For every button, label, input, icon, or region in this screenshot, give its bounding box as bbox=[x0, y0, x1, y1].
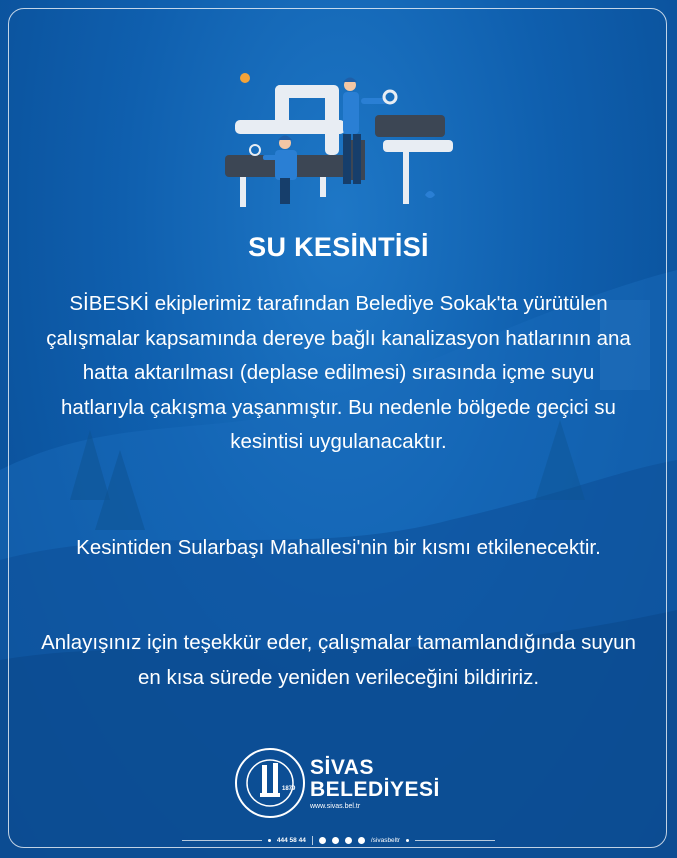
page-title: SU KESİNTİSİ bbox=[248, 232, 429, 262]
footer-divider-right bbox=[415, 840, 495, 841]
footer-divider-left bbox=[182, 840, 262, 841]
contact-footer bbox=[0, 832, 677, 848]
svg-text:1879: 1879 bbox=[282, 786, 296, 792]
instagram-icon[interactable] bbox=[345, 837, 352, 844]
logo-wordmark bbox=[310, 757, 440, 812]
affected-area-paragraph: Kesintiden Sularbaşı Mahallesi'nin bir kısmı etkilenecektir. bbox=[76, 536, 601, 559]
website-url[interactable]: www.sivas.bel.tr bbox=[310, 803, 361, 810]
facebook-icon[interactable] bbox=[319, 837, 326, 844]
logo-line-2: BELEDİYESİ bbox=[310, 778, 440, 801]
social-handle[interactable]: /sivasbeltr bbox=[370, 836, 401, 844]
closing-paragraph: Anlayışınız için teşekkür eder, çalışmalar tamamlandığında suyun en kısa sürede yeniden verileceğini bildiririz. bbox=[41, 631, 636, 689]
announcement-paragraph: SİBESKİ ekiplerimiz tarafından Belediye Sokak'ta yürütülen çalışmalar kapsamında dereye bağlı kanalizasyon hatlarının ana hatta aktarılması (deplase edilmesi) sırasında içme suyu hatlarıyla çakışma yaşanmıştır. Bu nedenle bölgede geçici su kesintisi uygulanacaktır. bbox=[46, 292, 631, 453]
footer-dot-icon bbox=[268, 839, 271, 842]
footer-dot-icon bbox=[406, 839, 409, 842]
plumbers-illustration bbox=[225, 70, 455, 215]
youtube-icon[interactable] bbox=[358, 837, 365, 844]
logo-line-1: SİVAS bbox=[310, 756, 374, 779]
x-icon[interactable] bbox=[332, 837, 339, 844]
phone-number[interactable]: 444 58 44 bbox=[276, 836, 306, 844]
footer-separator bbox=[312, 836, 313, 845]
